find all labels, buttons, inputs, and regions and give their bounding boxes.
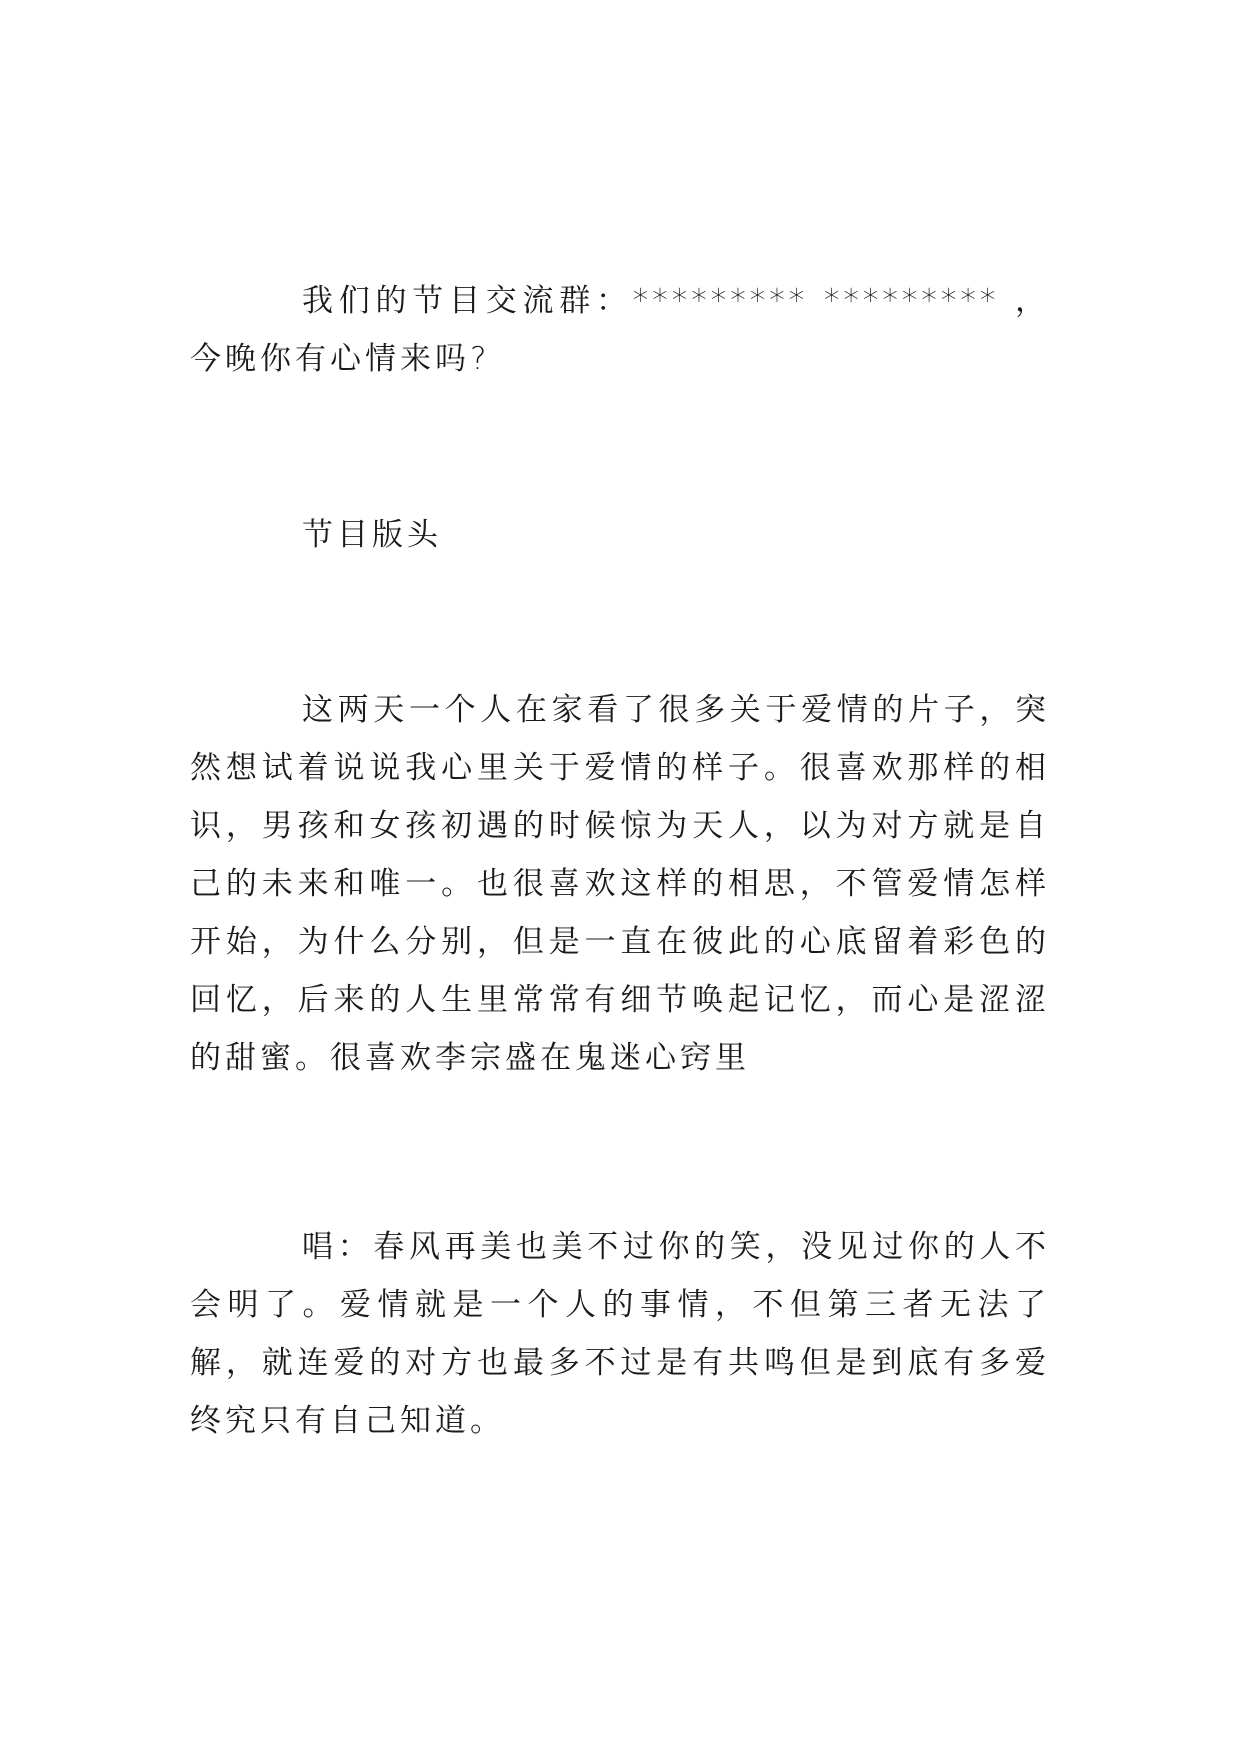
paragraph-group-invite: 我们的节目交流群：********* ********* ，今晚你有心情来吗? [190, 283, 1050, 377]
paragraph-lyrics-quote: 唱：春风再美也美不过你的笑，没见过你的人不会明了。爱情就是一个人的事情，不但第三者无法了解，就连爱的对方也最多不过是有共鸣但是到底有多爱终究只有自己知道。 [190, 1229, 1050, 1439]
paragraph-section-heading: 节目版头 [302, 517, 442, 553]
paragraph-love-reflection: 这两天一个人在家看了很多关于爱情的片子，突然想试着说说我心里关于爱情的样子。很喜欢那样的相识，男孩和女孩初遇的时候惊为天人，以为对方就是自己的未来和唯一。也很喜欢这样的相思，不管爱情怎样开始，为什么分别，但是一直在彼此的心底留着彩色的回忆，后来的人生里常常有细节唤起记忆，而心是涩涩的甜蜜。很喜欢李宗盛在鬼迷心窍里 [190, 692, 1050, 1076]
